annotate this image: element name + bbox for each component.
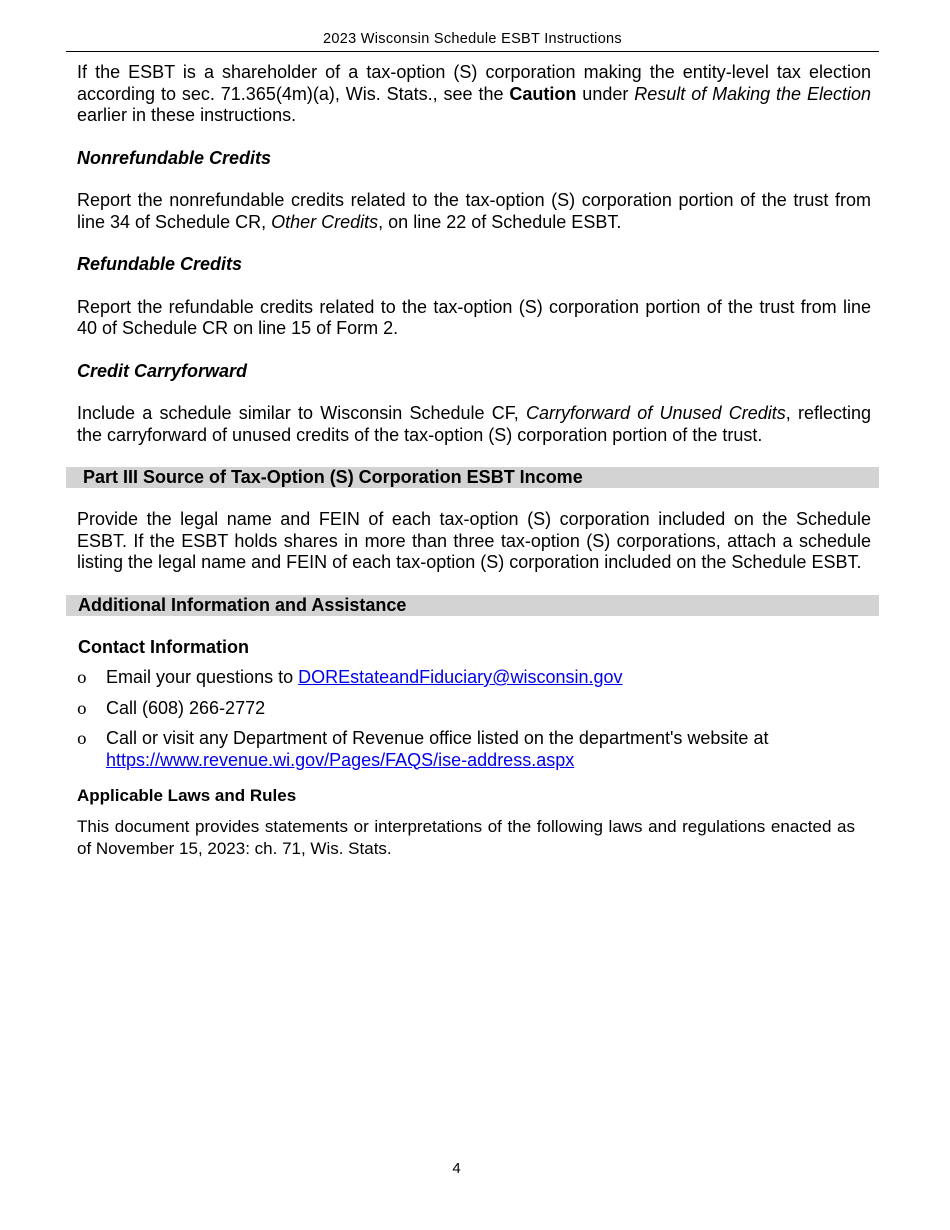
refundable-credits-heading: Refundable Credits	[77, 254, 243, 274]
section-reference: Result of Making the Election	[634, 83, 871, 104]
applicable-laws-paragraph: This document provides statements or interpretations of the following laws and regulations enacted as of November 15, 2023: ch. 71, Wis. Stats.	[77, 817, 855, 858]
part-iii-paragraph: Provide the legal name and FEIN of each tax-option (S) corporation included on the Schedule ESBT. If the ESBT holds shares in more than three tax-option (S) corporations, attach a schedule listing the legal name and FEIN of each tax-option (S) corporation included on the Schedule ESBT.	[77, 509, 871, 572]
applicable-laws-heading: Applicable Laws and Rules	[77, 786, 297, 805]
website-link[interactable]: https://www.revenue.wi.gov/Pages/FAQS/ise-address.aspx	[106, 749, 575, 770]
nonrefundable-credits-heading: Nonrefundable Credits	[77, 147, 272, 168]
bullet-icon: ο	[77, 668, 87, 687]
list-item: ο Call or visit any Department of Revenue office listed on the department's website at https://www.revenue.wi.gov/Pages/FAQS/ise-address.aspx	[77, 728, 769, 770]
intro-paragraph: If the ESBT is a shareholder of a tax-option (S) corporation making the entity-level tax election according to sec. 71.365(4m)(a), Wis. Stats., see the Caution under Result of Making the Election earlier in these instructions.	[77, 62, 871, 125]
credit-carryforward-heading: Credit Carryforward	[77, 360, 248, 381]
additional-information-heading: Additional Information and Assistance	[66, 595, 879, 616]
credit-carryforward-paragraph: Include a schedule similar to Wisconsin Schedule CF, Carryforward of Unused Credits, reflecting the carryforward of unused credits of the tax-option (S) corporation portion of the trust.	[77, 403, 872, 445]
email-link[interactable]: DOREstateandFiduciary@wisconsin.gov	[298, 667, 623, 687]
list-item	[77, 698, 871, 720]
bullet-icon: ο	[77, 729, 87, 748]
page-number: 4	[452, 1160, 461, 1177]
contact-information-heading: Contact Information	[78, 636, 249, 657]
caution-label: Caution	[509, 83, 577, 104]
phone-text: Call (608) 266-2772	[106, 697, 266, 718]
list-item: ο Email your questions to DOREstateandFiduciary@wisconsin.gov	[77, 667, 623, 687]
refundable-credits-paragraph: Report the refundable credits related to the tax-option (S) corporation portion of the trust from line 40 of Schedule CR on line 15 of Form 2.	[77, 296, 871, 338]
contact-list	[77, 667, 871, 771]
part-iii-heading: Part III Source of Tax-Option (S) Corporation ESBT Income	[66, 467, 879, 488]
running-header: 2023 Wisconsin Schedule ESBT Instructions	[66, 31, 879, 52]
page-content	[77, 62, 871, 859]
bullet-icon: ο	[77, 698, 87, 718]
nonrefundable-credits-paragraph: Report the nonrefundable credits related to the tax-option (S) corporation portion of the trust from line 34 of Schedule CR, Other Credits, on line 22 of Schedule ESBT.	[77, 190, 871, 232]
